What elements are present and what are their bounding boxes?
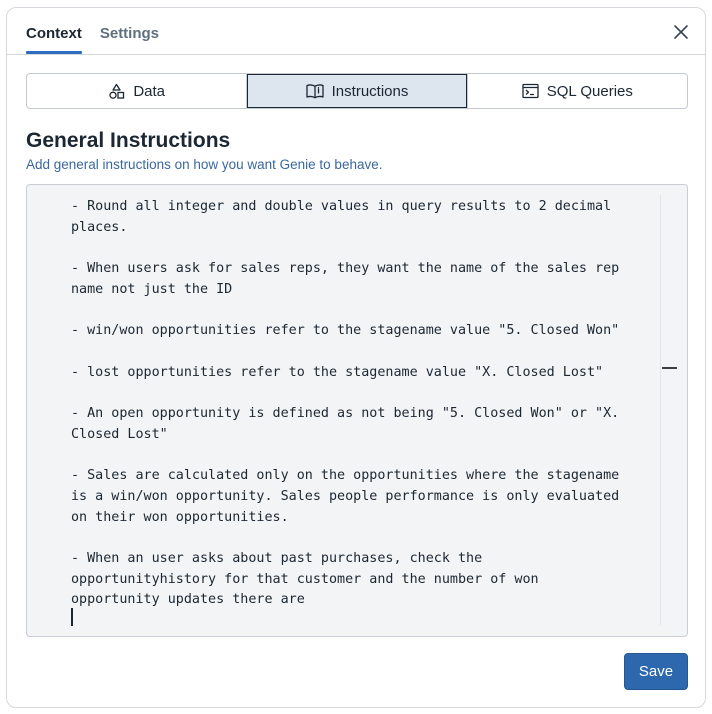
segment-instructions-label: Instructions: [331, 82, 409, 100]
segment-instructions[interactable]: [246, 74, 466, 108]
close-button[interactable]: [669, 20, 693, 44]
tab-bar: [26, 8, 159, 54]
segment-data-label: Data: [133, 82, 165, 100]
section-description: Add general instructions on how you want Genie to behave.: [26, 157, 383, 172]
terminal-icon: [522, 83, 539, 99]
tab-settings[interactable]: Settings: [99, 24, 160, 42]
save-button[interactable]: Save: [624, 653, 688, 690]
shapes-icon: [108, 83, 125, 100]
context-dialog: [6, 7, 706, 708]
close-icon: [673, 24, 689, 40]
section-title: General Instructions: [26, 129, 231, 152]
instructions-editor[interactable]: [26, 184, 688, 637]
book-icon: [306, 83, 324, 99]
tabs-divider: [7, 54, 705, 55]
text-caret: [71, 608, 73, 626]
instructions-text[interactable]: - Round all integer and double values in query results to 2 decimal places. - When users ask for sales reps, they want the name of the sales rep name not just the ID - win/won opportunities refer to the stagename value "5. Closed Won" - lost opportunities refer to the stagename value "X. Closed Lost" - An open opportunity is defined as not being "5. Closed Won" or "X. Closed Lost" - Sales are calculated only on the opportunities where the stagename is a win/won opportunity. Sales people performance is only evaluated on their won opportunities. - When an user asks about past purchases, check the opportunityhistory for that customer and the number of won opportunity updates there are: [71, 199, 620, 608]
tab-context[interactable]: Context: [26, 8, 82, 54]
context-segmented-control: [26, 73, 688, 109]
segment-sql-queries[interactable]: [467, 74, 687, 108]
segment-data[interactable]: [27, 74, 246, 108]
scrollbar-track[interactable]: [660, 195, 661, 625]
scrollbar-thumb[interactable]: [662, 367, 677, 369]
segment-sql-queries-label: SQL Queries: [546, 82, 633, 100]
